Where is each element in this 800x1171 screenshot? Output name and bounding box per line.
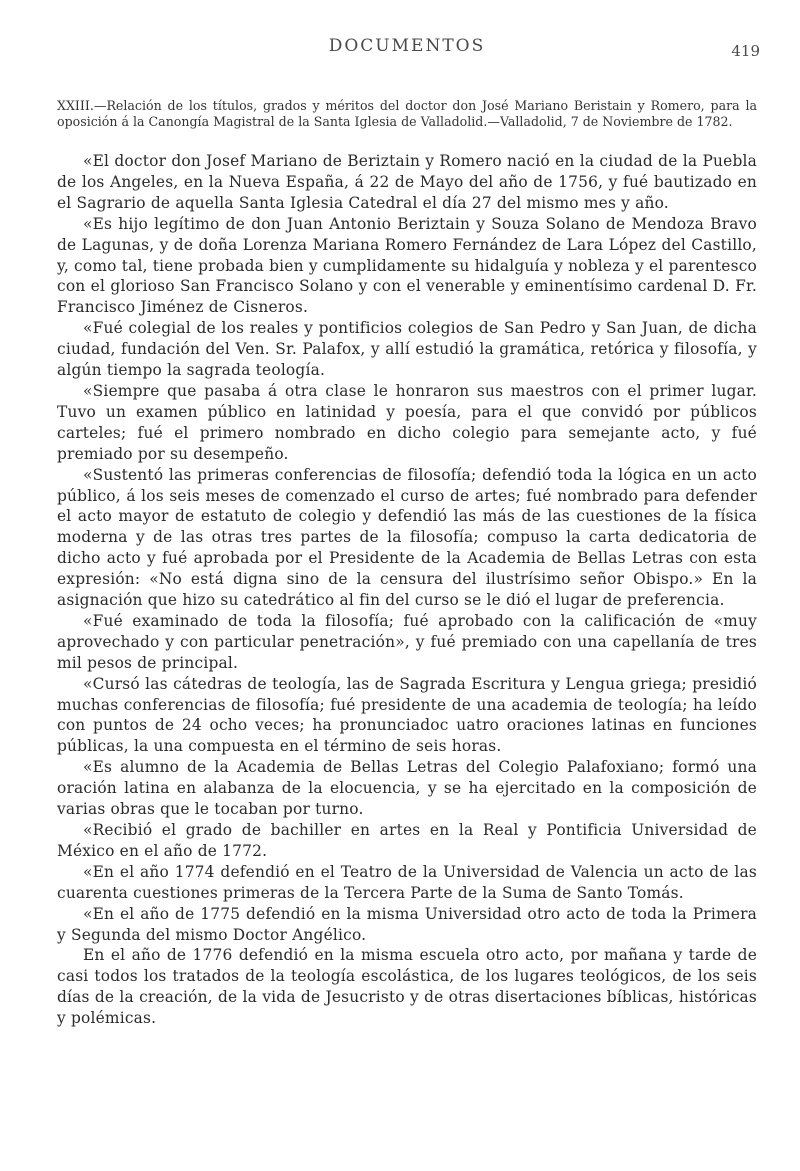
document-body (57, 151, 757, 1029)
paragraph: «Fué examinado de toda la filosofía; fué aprobado con la calificación de «muy aprovechado y con particular penetración», y fué premiado con una capellanía de tres mil pesos de principal. (57, 611, 757, 672)
paragraph: «Fué colegial de los reales y pontificios colegios de San Pedro y San Juan, de dicha ciudad, fundación del Ven. Sr. Palafox, y allí estudió la gramática, retórica y filosofía, y algún tiempo la sagrada teología. (57, 319, 757, 380)
paragraph: «Es hijo legítimo de don Juan Antonio Beriztain y Souza Solano de Mendoza Bravo de Lagunas, y de doña Lorenza Mariana Romero Fernández de Lara López del Castillo, y, como tal, tiene probada bien y cumplidamente su hidalguía y nobleza y el parentesco con el glorioso San Francisco Solano y con el venerable y eminentísimo cardenal D. Fr. Francisco Jiménez de Cisneros. (57, 214, 757, 317)
paragraph: «Recibió el grado de bachiller en artes en la Real y Pontificia Universidad de México en el año de 1772. (57, 821, 757, 860)
paragraph: «El doctor don Josef Mariano de Beriztain y Romero nació en la ciudad de la Puebla de los Angeles, en la Nueva España, á 22 de Mayo del año de 1756, y fué bautizado en el Sagrario de aquella Santa Iglesia Catedral el día 27 del mismo mes y año. (57, 152, 757, 212)
page-number: 419 (731, 42, 760, 60)
running-head: DOCUMENTOS (328, 36, 486, 56)
paragraph: «Es alumno de la Academia de Bellas Letras del Colegio Palafoxiano; formó una oración latina en alabanza de la elocuencia, y se ha ejercitado en la composición de varias obras que le tocaban por turno. (57, 758, 757, 819)
paragraph: «Siempre que pasaba á otra clase le honraron sus maestros con el primer lugar. Tuvo un examen público en latinidad y poesía, para el que convidó por públicos carteles; fué el primero nombrado en dicho colegio para semejante acto, y fué premiado por su desempeño. (57, 381, 757, 463)
paragraph: «En el año de 1775 defendió en la misma Universidad otro acto de toda la Primera y Segunda del mismo Doctor Angélico. (57, 904, 757, 944)
document-page (57, 0, 760, 1171)
paragraph: «Cursó las cátedras de teología, las de Sagrada Escritura y Lengua griega; presidió muchas conferencias de filosofía; fué presidente de una academia de teología; ha leído con puntos de 24 ocho veces; ha pronunciadoc uatro oraciones latinas en funciones públicas, la una compuesta en el término de seis horas. (57, 674, 757, 756)
document-heading: XXIII.—Relación de los títulos, grados y méritos del doctor don José Mariano Beristain y Romero, para la oposición á la Canongía Magistral de la Santa Iglesia de Valladolid.—Valladolid, 7 de Noviembre de 1782. (57, 98, 757, 129)
paragraph: «En el año 1774 defendió en el Teatro de la Universidad de Valencia un acto de las cuarenta cuestiones primeras de la Tercera Parte de la Suma de Santo Tomás. (57, 862, 757, 902)
paragraph: En el año de 1776 defendió en la misma escuela otro acto, por mañana y tarde de casi todos los tratados de la teología escolástica, de los lugares teológicos, de los seis días de la creación, de la vida de Jesucristo y de otras disertaciones bíblicas, históricas y polémicas. (57, 946, 757, 1028)
paragraph: «Sustentó las primeras conferencias de filosofía; defendió toda la lógica en un acto público, á los seis meses de comenzado el curso de artes; fué nombrado para defender el acto mayor de estatuto de colegio y defendió las más de las cuestiones de la física moderna y de las otras tres partes de la filosofía; compuso la carta dedicatoria de dicho acto y fué aprobada por el Presidente de la Academia de Bellas Letras con esta expresión: «No está digna sino de la censura del ilustrísimo señor Obispo.» En la asignación que hizo su catedrático al fin del curso se le dió el lugar de preferencia. (57, 465, 757, 610)
